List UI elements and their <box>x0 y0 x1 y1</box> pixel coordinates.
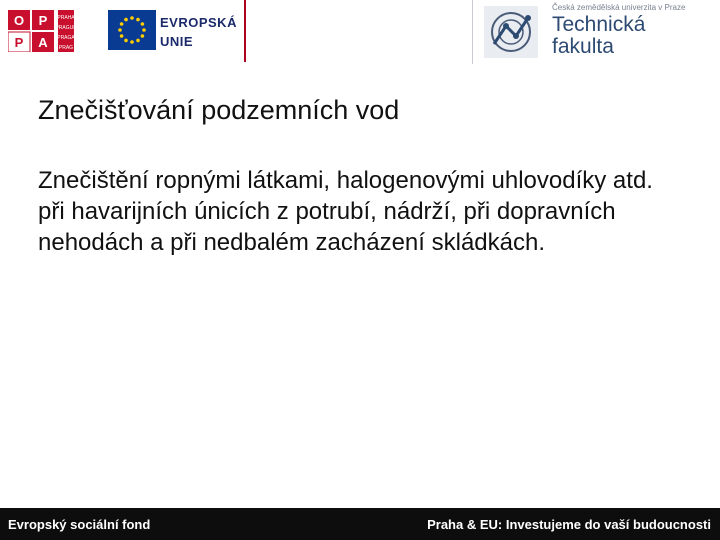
faculty-emblem-icon <box>484 6 538 58</box>
faculty-name <box>552 14 645 58</box>
oppa-line-1: PRAHA <box>57 15 75 21</box>
oppa-logo <box>8 10 100 52</box>
slide-body-text: Znečištění ropnými látkami, halogenovými uhlovodíky atd. při havarijních únicích z potrubí, nádrží, při dopravních nehodách a při nedbalém zacházení skládkách. <box>38 167 653 256</box>
footer-right-text: Praha & EU: Investujeme do vaší budoucnosti <box>427 517 711 532</box>
slide-title: Znečišťování podzemních vod <box>38 95 400 125</box>
header-divider <box>244 0 246 62</box>
eu-logo-text <box>160 13 237 51</box>
oppa-letter-a: A <box>38 35 48 50</box>
university-name: Česká zemědělská univerzita v Praze <box>552 3 686 12</box>
oppa-letter-p1: P <box>38 13 48 28</box>
faculty-name-line-2: fakulta <box>552 35 614 58</box>
eu-logo-line-1: EVROPSKÁ <box>160 15 237 30</box>
header-band <box>0 0 720 70</box>
faculty-name-line-1: Technická <box>552 13 646 36</box>
oppa-letter-p2: P <box>14 35 24 50</box>
oppa-line-2: PRAGUE <box>55 25 77 31</box>
oppa-line-4: PRAG <box>58 45 74 51</box>
oppa-letter-o: O <box>13 13 25 28</box>
footer-bar <box>0 508 720 540</box>
eu-logo-line-2: UNIE <box>160 34 194 49</box>
eu-flag-icon <box>108 10 156 50</box>
oppa-line-3: PRAGA <box>57 35 75 41</box>
footer-left-text: Evropský sociální fond <box>8 517 151 532</box>
